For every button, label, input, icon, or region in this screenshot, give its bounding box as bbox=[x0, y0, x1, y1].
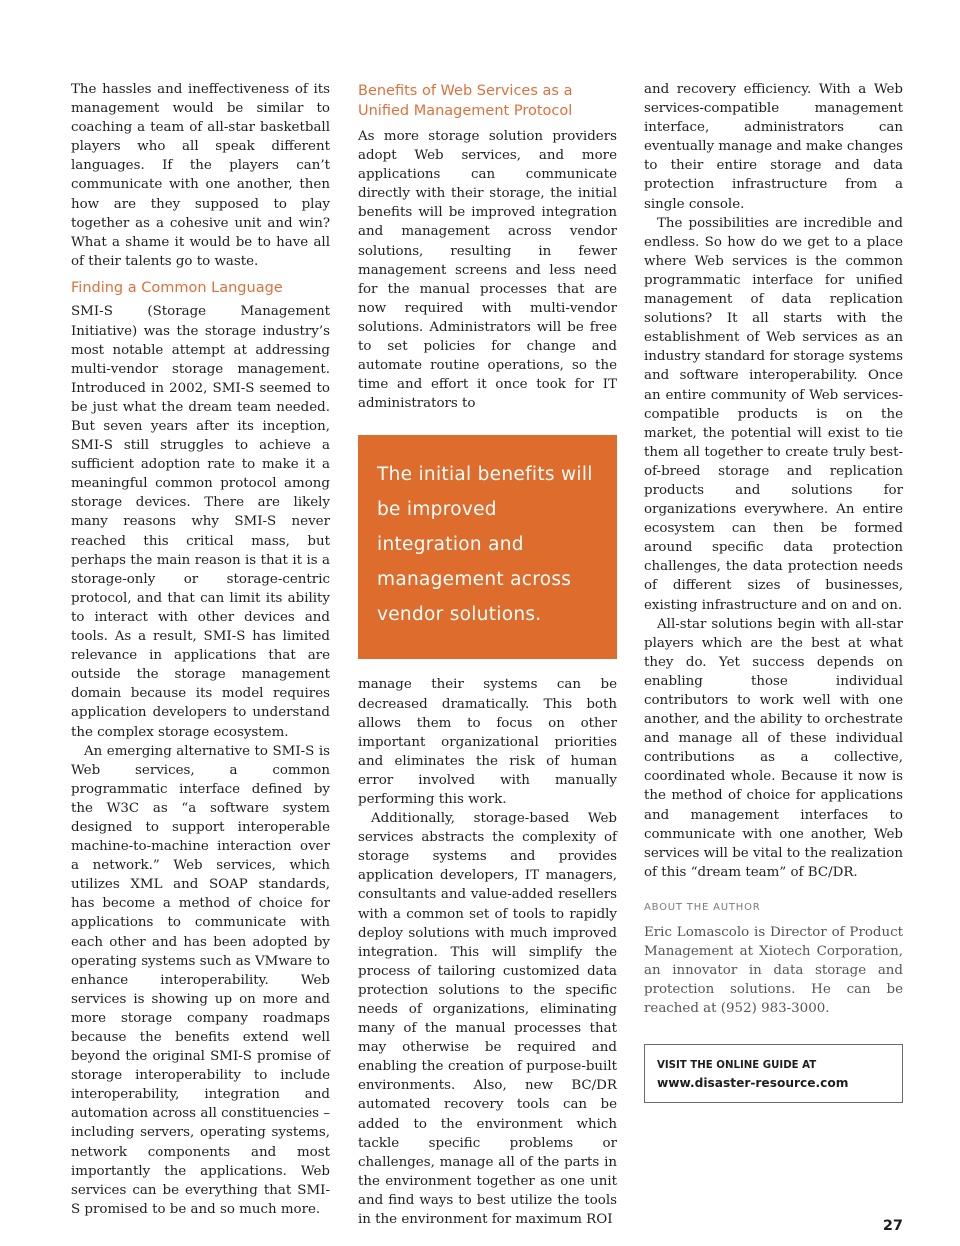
section-heading-benefits: Benefits of Web Services as a Unified Management Protocol bbox=[358, 83, 573, 119]
author-bio: Eric Lomascolo is Director of Product Management at Xiotech Corporation, an innovator in data storage and protection solutions. He can be reached at (952) 983-3000. bbox=[644, 924, 903, 1017]
col3-paragraph-1: and recovery efficiency. With a Web services-compatible management interface, administrators can eventually manage and make changes to their entire storage and data protection infrastructure from a single console. bbox=[644, 82, 903, 212]
pull-quote-text: The initial benefits will be improved integration and management across vendor solutions. bbox=[377, 464, 593, 626]
column-2 bbox=[358, 80, 617, 1229]
online-guide-label: VISIT THE ONLINE GUIDE AT bbox=[657, 1060, 817, 1072]
col1-paragraph-3: An emerging alternative to SMI-S is Web services, a common programmatic interface defined by the W3C as “a software system designed to support interoperable machine-to-machine interaction over a network.” Web services, which utilizes XML and SOAP standards, has become a method of choice for applications to communicate with each other and has been adopted by operating systems such as VMware to enhance interoperability. Web services is showing up on more and more storage company roadmaps because the benefits extend well beyond the original SMI-S promise of storage interoperability to include interoperability, integration and automation across all constituencies – including servers, operating systems, network components and most importantly the applications. Web services can be everything that SMI-S promised to be and so much more. bbox=[71, 743, 330, 1217]
pull-quote-box bbox=[358, 435, 617, 659]
section-heading-finding-common-language: Finding a Common Language bbox=[71, 279, 283, 296]
column-3 bbox=[644, 80, 903, 1103]
col2-paragraph-3: Additionally, storage-based Web services abstracts the complexity of storage systems and provides application developers, IT managers, consultants and value-added resellers with a common set of tools to rapidly deploy solutions with much improved integration. This will simplify the process of tailoring customized data protection solutions to the specific needs of organizations, eliminating many of the manual processes that may otherwise be required and enabling the creation of purpose-built environments. Also, new BC/DR automated recovery tools can be added to the environment which tackle specific problems or challenges, manage all of the parts in the environment together as one unit and find ways to best utilize the tools in the environment for maximum ROI bbox=[358, 811, 617, 1228]
col1-paragraph-1: The hassles and ineffectiveness of its management would be similar to coaching a team of all-star basketball players who all speak different languages. If the players can’t communicate with one another, then how are they supposed to play together as a cohesive unit and win? What a shame it would be to have all of their talents go to waste. bbox=[71, 82, 330, 269]
page-number: 27 bbox=[882, 1218, 903, 1234]
col2-paragraph-1: As more storage solution providers adopt Web services, and more applications can communicate directly with their storage, the initial benefits will be improved integration and management across vendor solutions, resulting in fewer management screens and less need for the manual processes that are now required with multi-vendor solutions. Administrators will be free to set policies for change and automate routine operations, so the time and effort it once took for IT administrators to bbox=[358, 129, 617, 412]
col3-paragraph-2: The possibilities are incredible and endless. So how do we get to a place where Web services is the common programmatic interface for unified management of data replication solutions? It all starts with the establishment of Web services as an industry standard for storage systems and software interoperability. Once an entire community of Web services-compatible products is on the market, the potential will exist to tie them all together to create truly best-of-breed storage and replication products and solutions for organizations everywhere. An entire ecosystem can then be formed around specific data protection challenges, the data protection needs of different sizes of businesses, existing infrastructure and on and on. bbox=[644, 215, 903, 613]
online-guide-box bbox=[644, 1044, 903, 1103]
col3-paragraph-3: All-star solutions begin with all-star players which are the best at what they do. Yet success depends on enabling those individual contributors to work well with one another, and the ability to orchestrate and manage all of these individual contributions as a collective, coordinated whole. Because it now is the method of choice for applications and management interfaces to communicate with one another, Web services will be vital to the realization of this “dream team” of BC/DR. bbox=[644, 616, 903, 880]
col1-paragraph-2: SMI-S (Storage Management Initiative) was the storage industry’s most notable attempt at addressing multi-vendor storage management. Introduced in 2002, SMI-S seemed to be just what the dream team needed. But seven years after its inception, SMI-S still struggles to achieve a sufficient adoption rate to make it a meaningful common protocol among storage devices. There are likely many reasons why SMI-S never reached this critical mass, but perhaps the main reason is that it is a storage-only or storage-centric protocol, and that can limit its ability to interact with other devices and tools. As a result, SMI-S has limited relevance in applications that are outside the storage management domain because its model requires application developers to understand the complex storage ecosystem. bbox=[71, 304, 330, 740]
about-the-author-label: ABOUT THE AUTHOR bbox=[644, 901, 761, 913]
col2-paragraph-2: manage their systems can be decreased dramatically. This both allows them to focus on other important organizational priorities and eliminates the risk of human error involved with manually performing this work. bbox=[358, 677, 617, 807]
column-1 bbox=[71, 80, 330, 1219]
online-guide-link[interactable]: www.disaster-resource.com bbox=[657, 1076, 849, 1091]
